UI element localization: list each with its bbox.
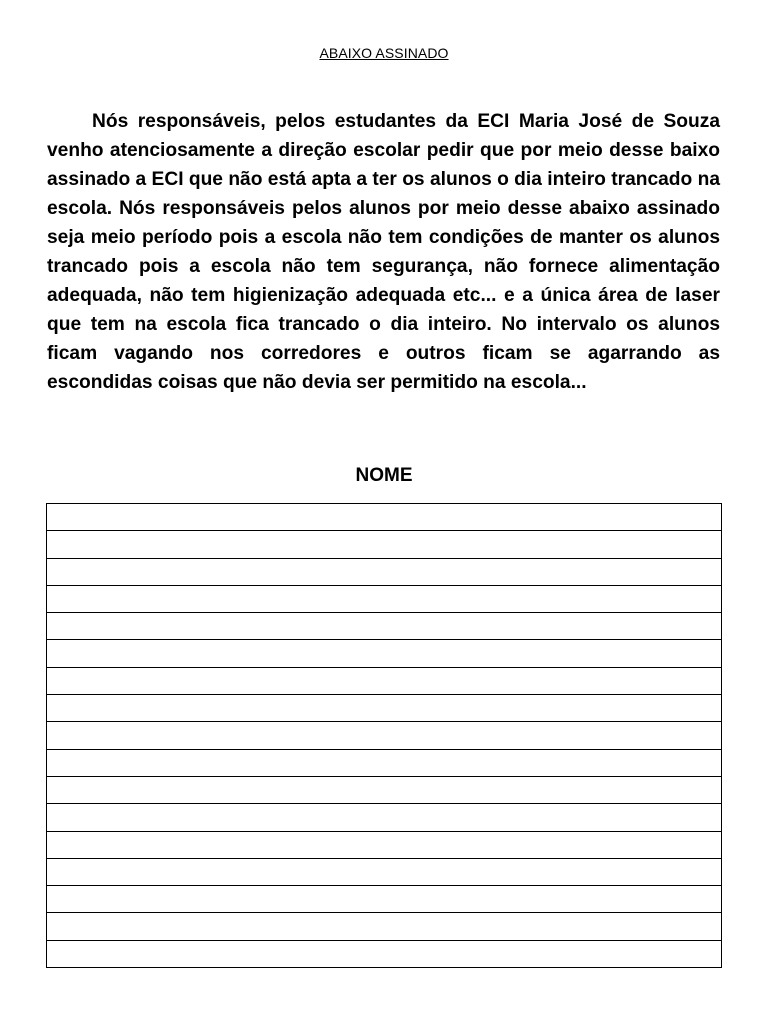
signature-row xyxy=(47,749,722,776)
signature-cell[interactable] xyxy=(47,695,722,722)
signature-cell[interactable] xyxy=(47,558,722,585)
signature-row xyxy=(47,886,722,913)
signature-cell[interactable] xyxy=(47,640,722,667)
signature-cell[interactable] xyxy=(47,504,722,531)
petition-body-text: Nós responsáveis, pelos estudantes da ECI Maria José de Souza venho atenciosamente a direção escolar pedir que por meio desse baixo assinado a ECI que não está apta a ter os alunos o dia inteiro trancado na escola. Nós responsáveis pelos alunos por meio desse abaixo assinado seja meio período pois a escola não tem condições de manter os alunos trancado pois a escola não tem segurança, não fornece alimentação adequada, não tem higienização adequada etc... e a única área de laser que tem na escola fica trancado o dia inteiro. No intervalo os alunos ficam vagando nos corredores e outros ficam se agarrando as escondidas coisas que não devia ser permitido na escola... xyxy=(47,111,720,393)
signature-cell[interactable] xyxy=(47,667,722,694)
signature-row xyxy=(47,722,722,749)
signature-row xyxy=(47,913,722,940)
signature-cell[interactable] xyxy=(47,531,722,558)
signature-row xyxy=(47,695,722,722)
signature-table xyxy=(46,503,722,968)
signature-row xyxy=(47,940,722,967)
signature-row xyxy=(47,667,722,694)
signature-cell[interactable] xyxy=(47,940,722,967)
signature-row xyxy=(47,776,722,803)
signature-cell[interactable] xyxy=(47,831,722,858)
signature-cell[interactable] xyxy=(47,776,722,803)
signature-row xyxy=(47,640,722,667)
document-title: ABAIXO ASSINADO xyxy=(319,45,449,61)
signature-cell[interactable] xyxy=(47,804,722,831)
signature-table-body xyxy=(47,504,722,968)
signature-row xyxy=(47,504,722,531)
signature-cell[interactable] xyxy=(47,613,722,640)
signature-cell[interactable] xyxy=(47,858,722,885)
signature-cell[interactable] xyxy=(47,913,722,940)
signature-cell[interactable] xyxy=(47,585,722,612)
signature-heading: NOME xyxy=(355,465,413,486)
signature-cell[interactable] xyxy=(47,749,722,776)
signature-row xyxy=(47,804,722,831)
signature-row xyxy=(47,831,722,858)
signature-cell[interactable] xyxy=(47,886,722,913)
signature-row xyxy=(47,613,722,640)
signature-cell[interactable] xyxy=(47,722,722,749)
signature-row xyxy=(47,585,722,612)
signature-row xyxy=(47,531,722,558)
signature-row xyxy=(47,558,722,585)
signature-row xyxy=(47,858,722,885)
